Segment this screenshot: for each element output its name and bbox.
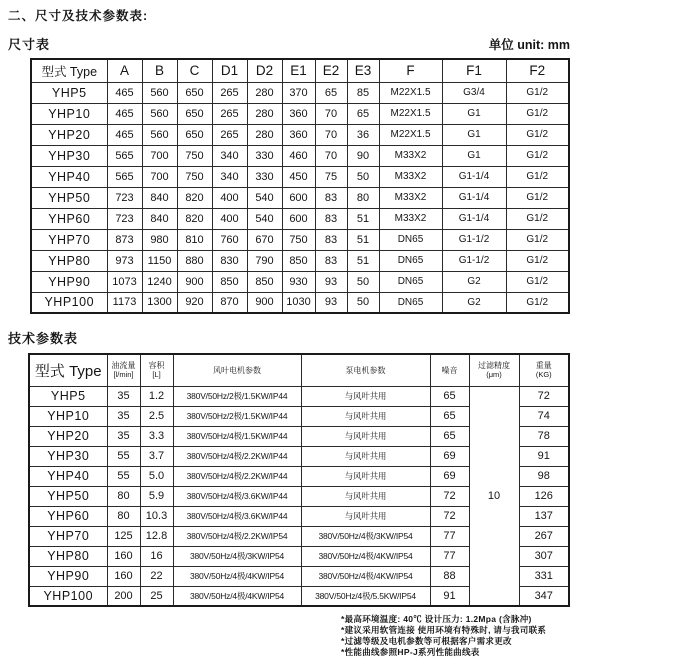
- table-cell: 400: [212, 187, 247, 208]
- table-cell: G1-1/2: [442, 229, 506, 250]
- table-cell: 850: [282, 250, 315, 271]
- table-cell: 55: [107, 446, 140, 466]
- table-cell: 35: [107, 426, 140, 446]
- table-cell: 1173: [107, 292, 142, 313]
- table-cell: 1073: [107, 271, 142, 292]
- tech-header-flow-unit: [l/min]: [113, 370, 134, 380]
- table-cell: 25: [140, 586, 173, 606]
- table-cell: 560: [142, 82, 177, 103]
- table-cell: 1240: [142, 271, 177, 292]
- table-cell: 1150: [142, 250, 177, 271]
- tech-table-title: 技术参数表: [8, 331, 79, 346]
- table-cell: 380V/50Hz/4极/5.5KW/IP54: [301, 586, 430, 606]
- table-cell: 465: [107, 82, 142, 103]
- table-cell: 465: [107, 124, 142, 145]
- table-cell: 69: [430, 466, 469, 486]
- tech-header-volume-label: 容积: [148, 361, 165, 371]
- table-cell: 540: [247, 208, 282, 229]
- table-cell: YHP40: [29, 466, 107, 486]
- table-cell: 16: [140, 546, 173, 566]
- table-cell: G2: [442, 271, 506, 292]
- table-cell: 83: [315, 229, 347, 250]
- table-cell: 331: [519, 566, 569, 586]
- table-cell: 900: [177, 271, 212, 292]
- table-cell: 80: [107, 506, 140, 526]
- table-cell: 65: [430, 406, 469, 426]
- table-cell: 5.0: [140, 466, 173, 486]
- table-cell: 1300: [142, 292, 177, 313]
- dim-table-caption-row: [8, 34, 570, 53]
- table-cell: G1/2: [506, 208, 569, 229]
- table-cell: 750: [282, 229, 315, 250]
- table-cell: 70: [315, 124, 347, 145]
- table-cell: 与风叶共用: [301, 486, 430, 506]
- column-header: E1: [282, 59, 315, 82]
- table-cell: 35: [107, 386, 140, 406]
- dim-table-body: [31, 82, 569, 313]
- column-header: F2: [506, 59, 569, 82]
- table-cell: 75: [315, 166, 347, 187]
- table-cell: 267: [519, 526, 569, 546]
- table-cell: 870: [212, 292, 247, 313]
- table-cell: 65: [315, 82, 347, 103]
- table-cell: 51: [347, 229, 379, 250]
- table-cell: 980: [142, 229, 177, 250]
- table-cell: G1/2: [506, 103, 569, 124]
- table-cell: 540: [247, 187, 282, 208]
- table-cell: 72: [430, 506, 469, 526]
- table-cell: 280: [247, 82, 282, 103]
- tech-header-volume: [140, 354, 173, 386]
- table-cell: 51: [347, 208, 379, 229]
- table-cell: 723: [107, 187, 142, 208]
- table-cell: YHP90: [31, 271, 107, 292]
- table-cell: 820: [177, 187, 212, 208]
- table-cell: 91: [519, 446, 569, 466]
- tech-header-filter-label: 过滤精度: [478, 361, 510, 371]
- table-cell: 650: [177, 82, 212, 103]
- column-header: F: [379, 59, 442, 82]
- table-cell: 380V/50Hz/4极/1.5KW/IP44: [173, 426, 301, 446]
- table-cell: 600: [282, 187, 315, 208]
- table-cell: 973: [107, 250, 142, 271]
- table-cell: YHP30: [29, 446, 107, 466]
- table-cell: 880: [177, 250, 212, 271]
- table-cell: 850: [247, 271, 282, 292]
- table-cell: YHP80: [31, 250, 107, 271]
- table-cell: 126: [519, 486, 569, 506]
- table-cell: M33X2: [379, 208, 442, 229]
- table-cell: G1/2: [506, 292, 569, 313]
- table-cell: 35: [107, 406, 140, 426]
- table-cell: 340: [212, 145, 247, 166]
- table-cell: 700: [142, 145, 177, 166]
- dim-table-title: 尺寸表: [8, 37, 51, 52]
- footnote-line: *性能曲线参照HP-J系列性能曲线表: [341, 647, 480, 657]
- footnotes: [341, 614, 683, 658]
- table-cell: 72: [519, 386, 569, 406]
- table-cell: 70: [315, 103, 347, 124]
- table-cell: DN65: [379, 229, 442, 250]
- table-cell: 380V/50Hz/2极/1.5KW/IP44: [173, 406, 301, 426]
- table-cell: 900: [247, 292, 282, 313]
- table-cell: G1/2: [506, 250, 569, 271]
- table-cell: 330: [247, 145, 282, 166]
- table-cell: DN65: [379, 271, 442, 292]
- column-header: D2: [247, 59, 282, 82]
- tech-table-header-row: [29, 354, 569, 386]
- table-cell: M22X1.5: [379, 103, 442, 124]
- table-cell: 80: [107, 486, 140, 506]
- table-cell: YHP100: [29, 586, 107, 606]
- table-row: [31, 229, 569, 250]
- table-cell: 160: [107, 566, 140, 586]
- table-cell: 55: [107, 466, 140, 486]
- table-cell: 380V/50Hz/4极/4KW/IP54: [173, 586, 301, 606]
- table-cell: 650: [177, 103, 212, 124]
- table-cell: YHP90: [29, 566, 107, 586]
- column-header: E2: [315, 59, 347, 82]
- unit-label: 单位 unit: mm: [488, 38, 570, 52]
- dimension-table: [30, 58, 570, 314]
- table-cell: 77: [430, 546, 469, 566]
- tech-header-weight-label: 重量: [535, 361, 552, 371]
- table-cell: 360: [282, 103, 315, 124]
- table-cell: G1/2: [506, 229, 569, 250]
- table-cell: 380V/50Hz/4极/3KW/IP54: [301, 526, 430, 546]
- table-cell: 91: [430, 586, 469, 606]
- table-cell: 380V/50Hz/4极/2.2KW/IP44: [173, 446, 301, 466]
- table-row: [31, 187, 569, 208]
- table-cell: 380V/50Hz/4极/3KW/IP54: [173, 546, 301, 566]
- table-cell: G1/2: [506, 124, 569, 145]
- table-cell: YHP80: [29, 546, 107, 566]
- table-cell: 与风叶共用: [301, 506, 430, 526]
- table-cell: G1/2: [506, 187, 569, 208]
- table-cell: 12.8: [140, 526, 173, 546]
- table-cell: 347: [519, 586, 569, 606]
- table-cell: G1-1/4: [442, 166, 506, 187]
- table-cell: G3/4: [442, 82, 506, 103]
- table-cell: 280: [247, 103, 282, 124]
- table-cell: 50: [347, 166, 379, 187]
- tech-header-weight: [519, 354, 569, 386]
- table-cell: G1-1/4: [442, 208, 506, 229]
- table-cell: G1/2: [506, 271, 569, 292]
- table-cell: DN65: [379, 292, 442, 313]
- table-cell: YHP10: [29, 406, 107, 426]
- table-cell: 65: [430, 426, 469, 446]
- table-cell: YHP50: [29, 486, 107, 506]
- column-header: A: [107, 59, 142, 82]
- table-cell: 600: [282, 208, 315, 229]
- table-cell: 65: [347, 103, 379, 124]
- column-header: C: [177, 59, 212, 82]
- table-cell: 723: [107, 208, 142, 229]
- table-cell: 80: [347, 187, 379, 208]
- table-cell: 2.5: [140, 406, 173, 426]
- table-cell: 380V/50Hz/4极/4KW/IP54: [301, 566, 430, 586]
- table-cell: YHP40: [31, 166, 107, 187]
- table-cell: YHP5: [29, 386, 107, 406]
- table-cell: M22X1.5: [379, 124, 442, 145]
- table-cell: 380V/50Hz/4极/4KW/IP54: [301, 546, 430, 566]
- table-cell: M33X2: [379, 166, 442, 187]
- tech-header-model: 型式 Type: [29, 354, 107, 386]
- table-row: [31, 124, 569, 145]
- table-cell: 72: [430, 486, 469, 506]
- table-cell: YHP60: [29, 506, 107, 526]
- table-cell: 460: [282, 145, 315, 166]
- table-cell: 51: [347, 250, 379, 271]
- tech-header-flow-label: 油流量: [111, 361, 136, 371]
- page-title: 二、尺寸及技术参数表:: [8, 9, 149, 23]
- tech-header-pump-motor: 泵电机参数: [301, 354, 430, 386]
- tech-header-noise: 噪音: [430, 354, 469, 386]
- table-cell: 93: [315, 292, 347, 313]
- table-cell: 3.7: [140, 446, 173, 466]
- tech-table-body: [29, 386, 569, 606]
- table-cell: 50: [347, 292, 379, 313]
- table-cell: YHP50: [31, 187, 107, 208]
- table-row: [31, 271, 569, 292]
- table-cell: 265: [212, 103, 247, 124]
- table-cell: 380V/50Hz/4极/2.2KW/IP44: [173, 466, 301, 486]
- table-cell: 83: [315, 250, 347, 271]
- table-row: [31, 103, 569, 124]
- table-cell: 98: [519, 466, 569, 486]
- table-cell: YHP10: [31, 103, 107, 124]
- table-cell: 920: [177, 292, 212, 313]
- table-cell: M33X2: [379, 145, 442, 166]
- table-cell: 36: [347, 124, 379, 145]
- table-row: [31, 166, 569, 187]
- table-row: [31, 145, 569, 166]
- table-cell: 840: [142, 187, 177, 208]
- table-cell: 与风叶共用: [301, 466, 430, 486]
- table-cell: 90: [347, 145, 379, 166]
- table-cell: YHP20: [29, 426, 107, 446]
- column-header: 型式 Type: [31, 59, 107, 82]
- table-cell: 340: [212, 166, 247, 187]
- tech-header-filter: [469, 354, 519, 386]
- table-cell: 74: [519, 406, 569, 426]
- table-cell: 380V/50Hz/4极/2.2KW/IP54: [173, 526, 301, 546]
- table-cell: G1-1/2: [442, 250, 506, 271]
- table-row: [29, 386, 569, 406]
- merged-filter-precision-cell: 10: [469, 386, 519, 606]
- table-cell: 280: [247, 124, 282, 145]
- table-cell: 83: [315, 208, 347, 229]
- table-cell: 77: [430, 526, 469, 546]
- table-cell: 400: [212, 208, 247, 229]
- table-cell: 790: [247, 250, 282, 271]
- table-cell: 22: [140, 566, 173, 586]
- table-cell: 930: [282, 271, 315, 292]
- table-cell: YHP5: [31, 82, 107, 103]
- table-cell: 450: [282, 166, 315, 187]
- table-cell: DN65: [379, 250, 442, 271]
- table-cell: 750: [177, 145, 212, 166]
- table-cell: 650: [177, 124, 212, 145]
- table-cell: 360: [282, 124, 315, 145]
- table-cell: 265: [212, 82, 247, 103]
- table-cell: YHP70: [31, 229, 107, 250]
- tech-header-filter-unit: (μm): [486, 370, 502, 380]
- tech-header-flow: [107, 354, 140, 386]
- table-cell: M22X1.5: [379, 82, 442, 103]
- table-cell: 85: [347, 82, 379, 103]
- table-cell: G1: [442, 145, 506, 166]
- table-cell: 850: [212, 271, 247, 292]
- table-cell: 380V/50Hz/4极/3.6KW/IP44: [173, 506, 301, 526]
- table-cell: 700: [142, 166, 177, 187]
- table-cell: 88: [430, 566, 469, 586]
- table-row: [31, 250, 569, 271]
- footnote-line: *建议采用软管连接 使用环境有特殊时, 请与我司联系: [341, 625, 547, 635]
- table-cell: YHP100: [31, 292, 107, 313]
- footnote-line: *过滤等级及电机参数等可根据客户需求更改: [341, 636, 512, 646]
- footnote-line: *最高环境温度: 40℃ 设计压力: 1.2Mpa (含脉冲): [341, 614, 532, 624]
- table-cell: 840: [142, 208, 177, 229]
- table-cell: 1030: [282, 292, 315, 313]
- table-cell: 873: [107, 229, 142, 250]
- table-cell: 200: [107, 586, 140, 606]
- table-cell: 与风叶共用: [301, 386, 430, 406]
- table-cell: YHP20: [31, 124, 107, 145]
- table-cell: 380V/50Hz/2极/1.5KW/IP44: [173, 386, 301, 406]
- table-cell: 560: [142, 124, 177, 145]
- table-cell: G1: [442, 124, 506, 145]
- table-cell: 65: [430, 386, 469, 406]
- table-cell: 10.3: [140, 506, 173, 526]
- table-cell: 与风叶共用: [301, 446, 430, 466]
- table-cell: 160: [107, 546, 140, 566]
- table-cell: 70: [315, 145, 347, 166]
- table-cell: 670: [247, 229, 282, 250]
- column-header: F1: [442, 59, 506, 82]
- table-cell: 125: [107, 526, 140, 546]
- table-cell: 3.3: [140, 426, 173, 446]
- table-cell: YHP70: [29, 526, 107, 546]
- table-cell: 与风叶共用: [301, 406, 430, 426]
- dim-table-header-row: [31, 59, 569, 82]
- table-cell: 810: [177, 229, 212, 250]
- table-row: [31, 292, 569, 313]
- tech-parameter-table: [28, 353, 570, 607]
- table-cell: 与风叶共用: [301, 426, 430, 446]
- table-cell: YHP60: [31, 208, 107, 229]
- table-cell: 330: [247, 166, 282, 187]
- table-cell: 565: [107, 145, 142, 166]
- tech-header-volume-unit: [L]: [152, 370, 161, 380]
- table-cell: 69: [430, 446, 469, 466]
- table-cell: G1-1/4: [442, 187, 506, 208]
- table-cell: G1/2: [506, 166, 569, 187]
- column-header: B: [142, 59, 177, 82]
- tech-header-fan-motor: 风叶电机参数: [173, 354, 301, 386]
- table-cell: 50: [347, 271, 379, 292]
- table-cell: 83: [315, 187, 347, 208]
- table-cell: G1/2: [506, 145, 569, 166]
- table-cell: 830: [212, 250, 247, 271]
- table-cell: 465: [107, 103, 142, 124]
- table-row: [31, 208, 569, 229]
- table-cell: M33X2: [379, 187, 442, 208]
- table-cell: 820: [177, 208, 212, 229]
- table-cell: 5.9: [140, 486, 173, 506]
- table-cell: 1.2: [140, 386, 173, 406]
- table-cell: G2: [442, 292, 506, 313]
- table-cell: 760: [212, 229, 247, 250]
- table-cell: G1/2: [506, 82, 569, 103]
- column-header: E3: [347, 59, 379, 82]
- table-row: [31, 82, 569, 103]
- table-cell: 380V/50Hz/4极/4KW/IP54: [173, 566, 301, 586]
- table-cell: 265: [212, 124, 247, 145]
- tech-header-weight-unit: (KG): [535, 370, 552, 380]
- column-header: D1: [212, 59, 247, 82]
- table-cell: 137: [519, 506, 569, 526]
- table-cell: 78: [519, 426, 569, 446]
- table-cell: 370: [282, 82, 315, 103]
- table-cell: G1: [442, 103, 506, 124]
- table-cell: 750: [177, 166, 212, 187]
- table-cell: 560: [142, 103, 177, 124]
- table-cell: 380V/50Hz/4极/3.6KW/IP44: [173, 486, 301, 506]
- table-cell: 565: [107, 166, 142, 187]
- table-cell: 93: [315, 271, 347, 292]
- table-cell: 307: [519, 546, 569, 566]
- table-cell: YHP30: [31, 145, 107, 166]
